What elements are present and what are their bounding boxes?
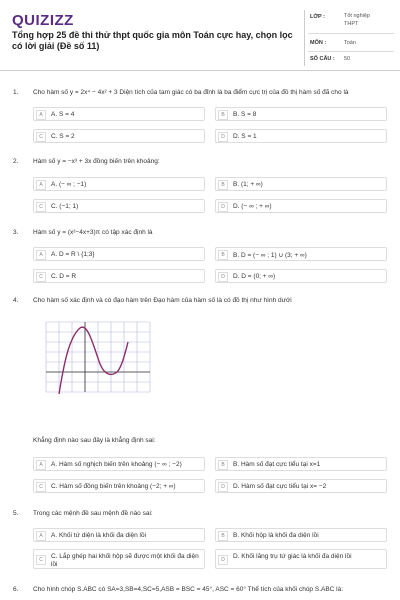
option-letter: C xyxy=(36,272,46,282)
class-label: LỚP : xyxy=(310,14,325,20)
question-2-number: 2. xyxy=(13,158,19,165)
quizizz-logo: QUIZIZZ xyxy=(12,12,74,29)
question-4-text: Cho hàm số xác định và có đạo hàm trên Đạo hàm của hàm số là có đồ thị như hình dưới xyxy=(33,297,292,304)
option-text: C. Lắp ghép hai khối hộp sẽ được một khối đa diện lồi xyxy=(51,553,199,568)
question-1-option-c[interactable] xyxy=(33,129,205,143)
option-letter: D xyxy=(218,132,228,142)
question-3-option-b[interactable] xyxy=(215,247,387,261)
class-value-line1: Tốt nghiệp xyxy=(344,13,370,19)
option-letter: D xyxy=(218,202,228,212)
question-5-text: Trong các mệnh đề sau mệnh đề nào sai: xyxy=(33,510,153,517)
derivative-graph xyxy=(42,318,154,398)
option-text: A. S = 4 xyxy=(51,111,75,118)
option-letter: B xyxy=(218,460,228,470)
option-letter: D xyxy=(218,555,228,565)
count-label: SỐ CÂU : xyxy=(310,56,335,62)
question-1-option-b[interactable] xyxy=(215,107,387,121)
option-text: C. S = 2 xyxy=(51,133,75,140)
option-text: B. Khối hộp là khối đa diện lồi xyxy=(233,532,319,539)
question-2-option-a[interactable] xyxy=(33,177,205,191)
question-5-option-a[interactable] xyxy=(33,528,205,542)
class-value-line2: THPT xyxy=(344,21,359,27)
question-6-number: 6. xyxy=(13,586,19,593)
question-1-option-a[interactable] xyxy=(33,107,205,121)
worksheet-title: Tổng hợp 25 đề thi thử thpt quốc gia môn Toán cực hay, chọn lọc có lời giải (Đề số 11) xyxy=(12,30,293,51)
question-4-option-a[interactable] xyxy=(33,457,205,471)
option-text: D. Khối lăng trụ tứ giác là khối đa diện lồi xyxy=(233,553,352,560)
option-letter: B xyxy=(218,180,228,190)
option-letter: A xyxy=(36,460,46,470)
question-5-number: 5. xyxy=(13,510,19,517)
question-4-number: 4. xyxy=(13,297,19,304)
question-2-option-d[interactable] xyxy=(215,199,387,213)
question-3-option-d[interactable] xyxy=(215,269,387,283)
question-1-text: Cho hàm số y = 2x⁴ − 4x² + 3 Diện tích của tam giác có ba đỉnh là ba điểm cực trị của đồ thị hàm số đã cho là xyxy=(33,89,349,96)
option-letter: A xyxy=(36,531,46,541)
option-letter: A xyxy=(36,110,46,120)
option-text: C. (−1; 1) xyxy=(51,203,79,210)
option-text: C. Hàm số đồng biến trên khoảng (−2; + ∞) xyxy=(51,483,176,490)
option-letter: D xyxy=(218,272,228,282)
question-6-text: Cho hình chóp S.ABC có SA=3,SB=4,SC=5,ASB = BSC = 45°, ASC = 60° Thể tích của khối chóp S.ABC là: xyxy=(33,586,344,593)
question-4-option-b[interactable] xyxy=(215,457,387,471)
option-text: B. D = (− ∞ ; 1) ∪ (3; + ∞) xyxy=(233,252,307,259)
worksheet-header xyxy=(0,0,400,71)
derivative-curve xyxy=(59,327,128,394)
question-2-text: Hàm số y = −x³ + 3x đồng biến trên khoảng: xyxy=(33,158,160,165)
question-3-text: Hàm số y = (x²−4x+3)π có tập xác định là xyxy=(33,229,153,236)
question-5-option-d[interactable] xyxy=(215,549,387,569)
option-text: B. (1; + ∞) xyxy=(233,181,263,188)
option-text: D. (− ∞ ; + ∞) xyxy=(233,203,272,210)
question-1-number: 1. xyxy=(13,89,19,96)
option-text: A. (− ∞ ; −1) xyxy=(51,181,87,188)
option-letter: B xyxy=(218,250,228,260)
option-letter: A xyxy=(36,180,46,190)
option-text: C. D = R xyxy=(51,273,77,280)
option-text: D. D = (0; + ∞) xyxy=(233,273,276,280)
question-2-option-b[interactable] xyxy=(215,177,387,191)
header-divider xyxy=(304,10,305,66)
option-letter: B xyxy=(218,110,228,120)
subject-label: MÔN : xyxy=(310,40,327,46)
question-1-option-d[interactable] xyxy=(215,129,387,143)
option-text: D. Hàm số đạt cực tiểu tại x= −2 xyxy=(233,483,327,490)
subject-value: Toán xyxy=(344,40,356,46)
subject-divider xyxy=(308,51,394,52)
question-4-subtext: Khẳng định nào sau đây là khẳng định sai: xyxy=(33,437,156,444)
question-2-option-c[interactable] xyxy=(33,199,205,213)
question-3-number: 3. xyxy=(13,229,19,236)
option-text: A. D = R \ {1;3} xyxy=(51,251,95,258)
option-letter: D xyxy=(218,482,228,492)
question-4-option-c[interactable] xyxy=(33,479,205,493)
option-text: A. Khối tứ diện là khối đa diện lồi xyxy=(51,532,147,539)
option-letter: C xyxy=(36,555,46,565)
option-text: B. Hàm số đạt cực tiểu tại x=1 xyxy=(233,461,321,468)
option-letter: C xyxy=(36,482,46,492)
option-letter: A xyxy=(36,250,46,260)
option-letter: C xyxy=(36,132,46,142)
class-divider xyxy=(308,33,394,34)
question-3-option-c[interactable] xyxy=(33,269,205,283)
option-letter: C xyxy=(36,202,46,212)
option-letter: B xyxy=(218,531,228,541)
question-5-option-b[interactable] xyxy=(215,528,387,542)
option-text: B. S = 8 xyxy=(233,111,257,118)
question-3-option-a[interactable] xyxy=(33,247,205,261)
question-4-option-d[interactable] xyxy=(215,479,387,493)
option-text: D. S = 1 xyxy=(233,133,257,140)
option-text: A. Hàm số nghịch biến trên khoảng (− ∞ ; −2) xyxy=(51,461,182,468)
question-5-option-c[interactable] xyxy=(33,549,205,569)
count-value: 50 xyxy=(344,56,351,62)
